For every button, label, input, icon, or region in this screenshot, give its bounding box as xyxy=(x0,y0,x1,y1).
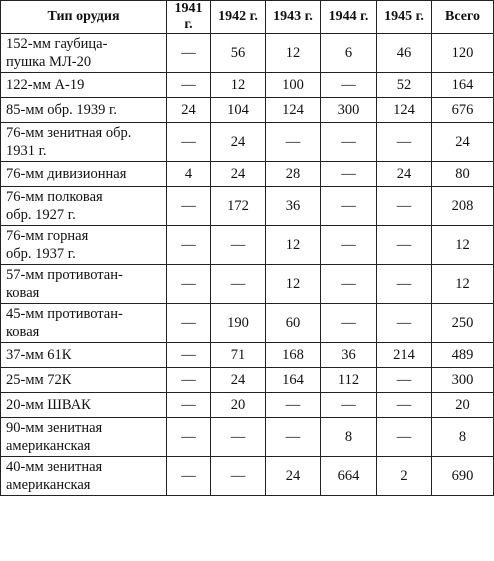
value-cell-1942: — xyxy=(211,265,266,304)
table-row xyxy=(1,98,494,123)
value-cell-1942: 20 xyxy=(211,393,266,418)
value-cell-1942: 71 xyxy=(211,343,266,368)
value-cell-1943: 12 xyxy=(266,226,321,265)
value-cell-1945: 124 xyxy=(377,98,432,123)
value-cell-total: 80 xyxy=(432,162,494,187)
gun-type-line: 85-мм обр. 1939 г. xyxy=(6,102,117,118)
value-cell-total: 8 xyxy=(432,418,494,457)
header-1941: 1941 г. xyxy=(167,1,211,34)
value-cell-1942: 104 xyxy=(211,98,266,123)
value-cell-1943: 12 xyxy=(266,265,321,304)
header-1942: 1942 г. xyxy=(211,1,266,34)
value-cell-1942: — xyxy=(211,457,266,496)
value-cell-1941: 24 xyxy=(167,98,211,123)
gun-type-line: пушка МЛ-20 xyxy=(6,54,92,70)
value-cell-1943: — xyxy=(266,418,321,457)
gun-type-line: 122-мм А-19 xyxy=(6,77,85,93)
gun-type-cell xyxy=(1,304,167,343)
value-cell-1945: — xyxy=(377,265,432,304)
gun-type-line: 90-мм зенитная xyxy=(6,420,103,436)
value-cell-1945: — xyxy=(377,393,432,418)
gun-type-cell xyxy=(1,73,167,98)
gun-type-line: обр. 1927 г. xyxy=(6,207,76,223)
value-cell-1942: — xyxy=(211,226,266,265)
value-cell-1941: — xyxy=(167,457,211,496)
value-cell-total: 300 xyxy=(432,368,494,393)
gun-type-line: ковая xyxy=(6,324,40,340)
value-cell-1943: 124 xyxy=(266,98,321,123)
value-cell-1943: 164 xyxy=(266,368,321,393)
gun-type-cell xyxy=(1,393,167,418)
value-cell-total: 690 xyxy=(432,457,494,496)
table-row xyxy=(1,457,494,496)
value-cell-1945: — xyxy=(377,123,432,162)
value-cell-1942: 24 xyxy=(211,123,266,162)
gun-type-cell xyxy=(1,457,167,496)
value-cell-1945: 2 xyxy=(377,457,432,496)
gun-type-line: 45-мм противотан- xyxy=(6,306,123,322)
gun-type-line: 152-мм гаубица- xyxy=(6,36,108,52)
value-cell-1941: — xyxy=(167,226,211,265)
value-cell-1942: 12 xyxy=(211,73,266,98)
gun-type-cell xyxy=(1,265,167,304)
value-cell-1941: — xyxy=(167,393,211,418)
header-row xyxy=(1,1,494,34)
value-cell-1942: 172 xyxy=(211,187,266,226)
header-1945: 1945 г. xyxy=(377,1,432,34)
gun-type-line: 1931 г. xyxy=(6,143,47,159)
value-cell-1944: — xyxy=(321,393,377,418)
gun-type-cell xyxy=(1,368,167,393)
value-cell-total: 676 xyxy=(432,98,494,123)
table-row xyxy=(1,368,494,393)
value-cell-1944: — xyxy=(321,123,377,162)
value-cell-1942: — xyxy=(211,418,266,457)
gun-type-line: обр. 1937 г. xyxy=(6,246,76,262)
table-row xyxy=(1,418,494,457)
value-cell-1941: — xyxy=(167,343,211,368)
value-cell-1941: — xyxy=(167,418,211,457)
value-cell-1945: 24 xyxy=(377,162,432,187)
value-cell-1941: — xyxy=(167,123,211,162)
table-row xyxy=(1,226,494,265)
value-cell-1944: — xyxy=(321,73,377,98)
value-cell-1944: 8 xyxy=(321,418,377,457)
header-gun-type: Тип орудия xyxy=(1,1,167,34)
table-row xyxy=(1,34,494,73)
value-cell-1945: 214 xyxy=(377,343,432,368)
header-total: Всего xyxy=(432,1,494,34)
value-cell-1943: 36 xyxy=(266,187,321,226)
table-row xyxy=(1,73,494,98)
gun-type-cell xyxy=(1,187,167,226)
value-cell-1944: — xyxy=(321,187,377,226)
value-cell-1945: 46 xyxy=(377,34,432,73)
gun-type-cell xyxy=(1,34,167,73)
table-row xyxy=(1,265,494,304)
value-cell-total: 250 xyxy=(432,304,494,343)
value-cell-1943: 28 xyxy=(266,162,321,187)
value-cell-1941: — xyxy=(167,368,211,393)
value-cell-1945: — xyxy=(377,226,432,265)
value-cell-1944: — xyxy=(321,162,377,187)
gun-type-line: ковая xyxy=(6,285,40,301)
table-row xyxy=(1,123,494,162)
value-cell-1942: 56 xyxy=(211,34,266,73)
value-cell-1941: — xyxy=(167,304,211,343)
value-cell-1945: — xyxy=(377,368,432,393)
table-row xyxy=(1,162,494,187)
value-cell-1944: 6 xyxy=(321,34,377,73)
value-cell-total: 12 xyxy=(432,265,494,304)
header-1943: 1943 г. xyxy=(266,1,321,34)
table-row xyxy=(1,187,494,226)
value-cell-total: 20 xyxy=(432,393,494,418)
value-cell-total: 489 xyxy=(432,343,494,368)
value-cell-1944: — xyxy=(321,226,377,265)
value-cell-1944: 664 xyxy=(321,457,377,496)
value-cell-1941: — xyxy=(167,73,211,98)
gun-type-line: 40-мм зенитная xyxy=(6,459,103,475)
value-cell-total: 164 xyxy=(432,73,494,98)
value-cell-1943: 12 xyxy=(266,34,321,73)
table-row xyxy=(1,304,494,343)
value-cell-total: 12 xyxy=(432,226,494,265)
value-cell-1941: — xyxy=(167,34,211,73)
value-cell-1945: 52 xyxy=(377,73,432,98)
table-row xyxy=(1,393,494,418)
value-cell-total: 208 xyxy=(432,187,494,226)
value-cell-total: 24 xyxy=(432,123,494,162)
value-cell-1943: 168 xyxy=(266,343,321,368)
value-cell-1945: — xyxy=(377,187,432,226)
value-cell-1944: 300 xyxy=(321,98,377,123)
value-cell-1943: 24 xyxy=(266,457,321,496)
table-row xyxy=(1,343,494,368)
value-cell-1943: 60 xyxy=(266,304,321,343)
value-cell-1941: — xyxy=(167,187,211,226)
gun-type-cell xyxy=(1,123,167,162)
value-cell-1942: 24 xyxy=(211,368,266,393)
header-1944: 1944 г. xyxy=(321,1,377,34)
value-cell-1944: — xyxy=(321,304,377,343)
value-cell-1942: 24 xyxy=(211,162,266,187)
gun-type-line: 57-мм противотан- xyxy=(6,267,123,283)
gun-type-line: 37-мм 61К xyxy=(6,347,72,363)
value-cell-1944: 112 xyxy=(321,368,377,393)
value-cell-1943: — xyxy=(266,393,321,418)
value-cell-1941: 4 xyxy=(167,162,211,187)
gun-type-line: американская xyxy=(6,438,91,454)
gun-type-line: 76-мм полковая xyxy=(6,189,103,205)
value-cell-1945: — xyxy=(377,418,432,457)
value-cell-1944: — xyxy=(321,265,377,304)
value-cell-1943: 100 xyxy=(266,73,321,98)
table-body xyxy=(1,34,494,496)
gun-type-line: 76-мм зенитная обр. xyxy=(6,125,132,141)
gun-type-cell xyxy=(1,226,167,265)
gun-type-line: 25-мм 72К xyxy=(6,372,72,388)
gun-type-line: американская xyxy=(6,477,91,493)
value-cell-total: 120 xyxy=(432,34,494,73)
gun-type-cell xyxy=(1,343,167,368)
gun-type-cell xyxy=(1,418,167,457)
gun-type-cell xyxy=(1,162,167,187)
gun-type-line: 20-мм ШВАК xyxy=(6,397,91,413)
value-cell-1942: 190 xyxy=(211,304,266,343)
value-cell-1941: — xyxy=(167,265,211,304)
gun-type-line: 76-мм дивизионная xyxy=(6,166,127,182)
gun-type-line: 76-мм горная xyxy=(6,228,89,244)
value-cell-1943: — xyxy=(266,123,321,162)
value-cell-1945: — xyxy=(377,304,432,343)
value-cell-1944: 36 xyxy=(321,343,377,368)
gun-type-cell xyxy=(1,98,167,123)
